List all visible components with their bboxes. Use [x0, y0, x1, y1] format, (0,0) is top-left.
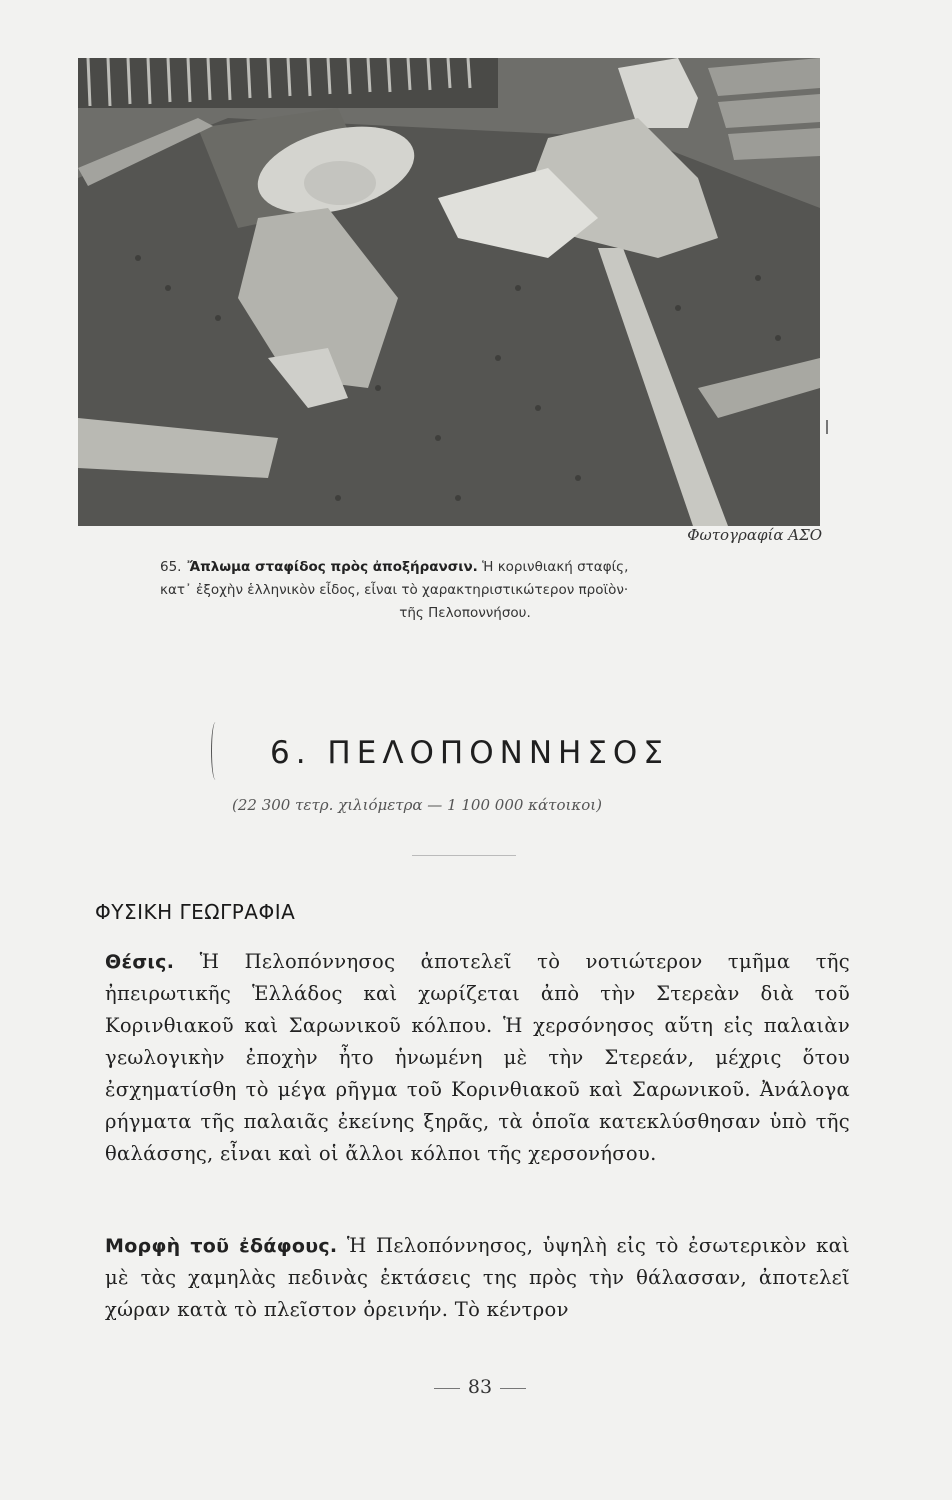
photograph-drying-currants	[78, 58, 820, 526]
figure-caption	[160, 556, 800, 625]
paragraph-term: Θέσις.	[105, 951, 175, 973]
paragraph-term: Μορφὴ τοῦ ἐδάφους.	[105, 1235, 338, 1257]
chapter-stats: (22 300 τετρ. χιλιόμετρα — 1 100 000 κάτοικοι)	[232, 796, 602, 814]
photo-credit: Φωτογραφία ΑΣΟ	[687, 526, 822, 544]
paragraph-terrain	[105, 1230, 850, 1326]
divider-rule	[412, 855, 516, 856]
chapter-title: 6. ΠΕΛΟΠΟΝΝΗΣΟΣ	[270, 735, 669, 771]
caption-number: 65.	[160, 559, 182, 575]
paragraph-position	[105, 946, 850, 1170]
paragraph-text: Ἡ Πελοπόννησος ἀποτελεῖ τὸ νοτιώτερον τμῆμα τῆς ἠπειρωτικῆς Ἑλλάδος καὶ χωρίζεται ἀπὸ τὴν Στερεὰν διὰ τοῦ Κορινθιακοῦ καὶ Σαρωνικοῦ κόλπου. Ἡ χερσόνησος αὕτη εἰς παλαιὰν γεωλογικὴν ἐποχὴν ἦτο ἡνωμένη μὲ τὴν Στερεάν, μέχρις ὅτου ἐσχηματίσθη τὸ μέγα ρῆγμα τοῦ Κορινθιακοῦ καὶ Σαρωνικοῦ. Ἀνάλογα ρήγματα τῆς παλαιᾶς ἐκείνης ξηρᾶς, τὰ ὁποῖα κατεκλύσθησαν ὑπὸ τῆς θαλάσσης, εἶναι καὶ οἱ ἄλλοι κόλποι τῆς χερσονήσου.	[105, 950, 850, 1165]
edge-mark	[826, 420, 828, 434]
bracket-mark	[211, 722, 220, 780]
page-number: 83	[420, 1376, 540, 1398]
photo-illustration	[78, 58, 820, 526]
caption-line-2: κατ᾽ ἐξοχὴν ἑλληνικὸν εἶδος, εἶναι τὸ χαρακτηριστικώτερον προϊὸν·	[160, 582, 629, 598]
caption-line-3: τῆς Πελοποννήσου.	[399, 605, 531, 621]
caption-lead: Ἄπλωμα σταφίδος πρὸς ἀποξήρανσιν.	[187, 559, 478, 575]
section-heading: ΦΥΣΙΚΗ ΓΕΩΓΡΑΦΙΑ	[95, 900, 296, 924]
caption-text: Ἡ κορινθιακή σταφίς,	[482, 559, 629, 575]
paragraph-text: Ἡ Πελοπόννησος, ὑψηλὴ εἰς τὸ ἐσωτερικὸν καὶ μὲ τὰς χαμηλὰς πεδινὰς ἐκτάσεις της πρὸς τὴν θάλασσαν, ἀποτελεῖ χώραν κατὰ τὸ πλεῖστον ὀρεινήν. Τὸ κέντρον	[105, 1234, 850, 1321]
